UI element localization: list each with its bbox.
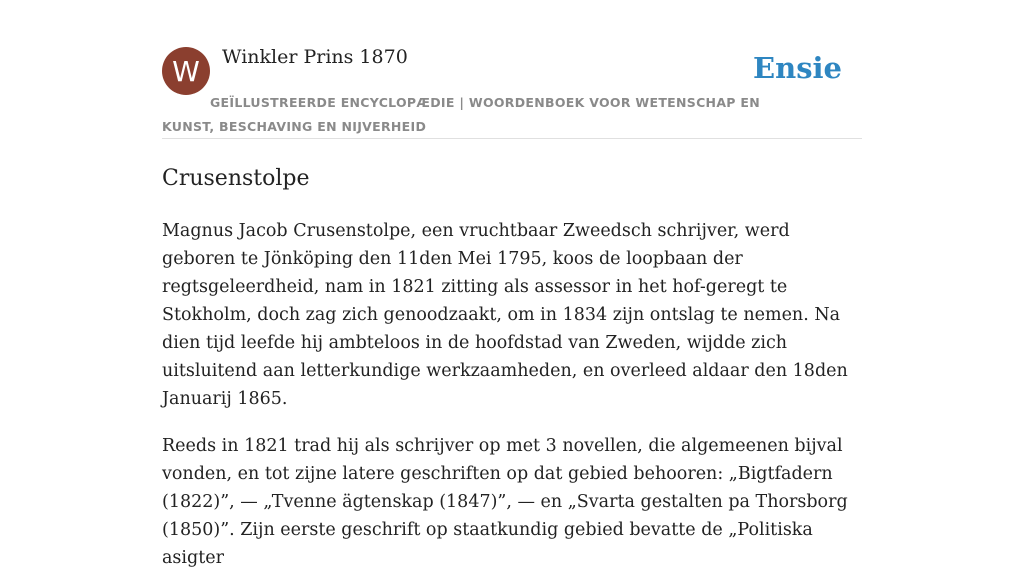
ensie-logo[interactable]: Ensie <box>753 51 842 85</box>
site-subtitle: GEÏLLUSTREERDE ENCYCLOPÆDIE | WOORDENBOEK VOOR WETENSCHAP EN KUNST, BESCHAVING EN NIJVERHEID <box>162 95 760 134</box>
article <box>162 164 862 572</box>
site-avatar[interactable]: W <box>162 47 210 95</box>
article-paragraph: Magnus Jacob Crusenstolpe, een vruchtbaar Zweedsch schrijver, werd geboren te Jönköping den 11den Mei 1795, koos de loopbaan der regtsgeleerdheid, nam in 1821 zitting als assessor in het hof-geregt te Stokholm, doch zag zich genoodzaakt, om in 1834 zijn ontslag te nemen. Na dien tijd leefde hij ambteloos in de hoofdstad van Zweden, wijdde zich uitsluitend aan letterkundige werkzaamheden, en overleed aldaar den 18den Januarij 1865. <box>162 221 848 409</box>
article-paragraph: Reeds in 1821 trad hij als schrijver op met 3 novellen, die algemeenen bijval vonden, en tot zijne latere geschriften op dat gebied behooren: „Bigtfadern (1822)”, — „Tvenne ägtenskap (1847)”, — en „Svarta gestalten pa Thorsborg (1850)”. Zijn eerste geschrift op staatkundig gebied bevatte de „Politiska asigter <box>162 436 848 568</box>
site-title-link[interactable]: Winkler Prins 1870 <box>222 46 408 68</box>
article-title: Crusenstolpe <box>162 166 310 191</box>
site-header <box>162 46 862 140</box>
header-divider <box>162 138 862 139</box>
